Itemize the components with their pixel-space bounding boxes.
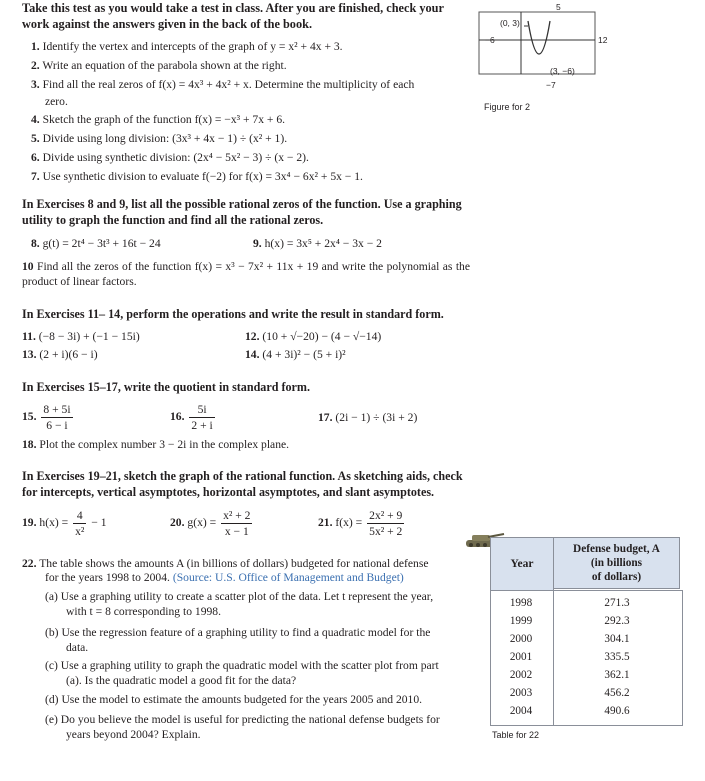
vertex-label: (0, 3): [500, 18, 520, 28]
exercise-22-part-d: (d) Use the model to estimate the amounts budgeted for the years 2005 and 2010.: [45, 693, 423, 706]
table-cell-budget: 292.3: [604, 615, 630, 627]
table-cell-budget: 362.1: [604, 669, 630, 681]
table-cell-budget: 456.2: [604, 687, 630, 699]
exercise-9: 9. h(x) = 3x⁵ + 2x⁴ − 3x − 2: [253, 237, 382, 250]
exercise-4: 4. Sketch the graph of the function f(x) = −x³ + 7x + 6.: [31, 113, 286, 126]
header-budget-line3: of dollars): [591, 571, 642, 583]
exercise-22-part-e: (e) Do you believe the model is useful for predicting the national defense budgets for: [45, 713, 440, 726]
table-caption: Table for 22: [492, 730, 540, 740]
table-cell-year: 2000: [509, 633, 533, 645]
exercise-8: 8. g(t) = 2t⁴ − 3t³ + 16t − 24: [31, 237, 161, 250]
table-cell-year: 2001: [509, 651, 533, 663]
exercise-22-part-b-cont: data.: [66, 641, 89, 654]
section-heading-19-21: In Exercises 19–21, sketch the graph of the rational function. As sketching aids, check for intercepts, vertical asymptotes, horizontal asymptotes, and slant asymptotes.: [22, 469, 463, 499]
exercise-12: 12. (10 + √−20) − (4 − √−14): [245, 330, 382, 343]
exercise-22-line1: 22. The table shows the amounts A (in billions of dollars) budgeted for national defense: [22, 557, 429, 570]
source-citation: (Source: U.S. Office of Management and Budget): [172, 571, 404, 584]
table-cell-year: 2002: [509, 669, 533, 681]
exercise-15: 15. $\frac{8 + 5i}{6 - i}$: [22, 403, 71, 432]
exercise-10: 10 Find all the zeros of the function f(x) = x³ − 7x² + 11x + 19 and write the polynomial as the product of linear factors.: [22, 260, 470, 288]
exercise-20: 20. g(x) = $\frac{\text{x² + 2}}{x - 1}$: [170, 509, 251, 538]
exercise-2: 2. Write an equation of the parabola shown at the right.: [31, 59, 287, 72]
parabola-curve: [528, 21, 550, 54]
exercise-22-part-e-cont: years beyond 2004? Explain.: [66, 728, 201, 741]
exercise-6: 6. Divide using synthetic division: (2x⁴ − 5x² − 3) ÷ (x − 2).: [31, 151, 309, 164]
header-budget: [553, 537, 680, 589]
exercise-21: 21. f(x) = $\frac{\text{2x² + 9}}{\text{5x² + 2}}$: [318, 509, 403, 538]
table-cell-year: 2003: [509, 687, 533, 699]
header-budget-line1: Defense budget, A: [573, 543, 660, 555]
exercise-3-cont: zero.: [45, 95, 68, 108]
exercise-22-line2: for the years 1998 to 2004. (Source: U.S. Office of Management and Budget): [45, 571, 404, 584]
exercise-22-part-c-cont: (a). Is the quadratic model a good fit for the data?: [66, 674, 297, 687]
exercise-22-part-a-cont: with t = 8 corresponding to 1998.: [66, 605, 221, 618]
exercise-1: 1. Identify the vertex and intercepts of the graph of y = x² + 4x + 3.: [31, 40, 343, 53]
table-cell-budget: 490.6: [604, 705, 630, 717]
exercise-14: 14. (4 + 3i)² − (5 + i)²: [245, 348, 346, 361]
tick-top: 5: [556, 2, 561, 12]
tick-left: −6: [485, 35, 495, 45]
point-label: (3, −6): [550, 66, 575, 76]
tick-bottom: −7: [546, 80, 556, 90]
table-cell-budget: 304.1: [604, 633, 630, 645]
exercise-22-part-b: (b) Use the regression feature of a graphing utility to find a quadratic model for the: [45, 626, 431, 639]
exercise-3: 3. Find all the real zeros of f(x) = 4x³ + 4x² + x. Determine the multiplicity of each: [31, 78, 415, 91]
exercise-13: 13. (2 + i)(6 − i): [22, 348, 98, 361]
table-cell-year: 2004: [509, 705, 533, 717]
table-cell-budget: 335.5: [604, 651, 630, 663]
table-cell-year: 1999: [509, 615, 533, 627]
exercise-11: 11. (−8 − 3i) + (−1 − 15i): [22, 330, 140, 343]
section-heading-8-9: In Exercises 8 and 9, list all the possible rational zeros of the function. Use a graphing utility to graph the function and find all the rational zeros.: [22, 197, 462, 227]
section-heading-15-17: In Exercises 15–17, write the quotient in standard form.: [22, 380, 311, 394]
exercise-16: 16. $\frac{5i}{2 + i}$: [170, 403, 213, 432]
table-cell-year: 1998: [509, 597, 533, 609]
parabola-graph: [476, 2, 606, 94]
graph-frame: [479, 12, 595, 74]
header-budget-line2: (in billions: [590, 557, 643, 569]
tick-right: 12: [598, 35, 608, 45]
exercise-22-part-a: (a) Use a graphing utility to create a scatter plot of the data. Let t represent the year,: [45, 590, 434, 603]
exercise-17: 17. (2i − 1) ÷ (3i + 2): [318, 411, 418, 424]
exercise-7: 7. Use synthetic division to evaluate f(−2) for f(x) = 3x⁴ − 6x² + 5x − 1.: [31, 170, 363, 183]
test-instructions: Take this test as you would take a test in class. After you are finished, check your work against the answers given in the back of the book.: [22, 1, 444, 31]
exercise-22-part-c: (c) Use a graphing utility to graph the quadratic model with the scatter plot from part: [45, 659, 439, 672]
header-year: Year: [490, 537, 554, 591]
exercise-19: 19. h(x) = $\frac{4}{\text{x²}}$ − 1: [22, 509, 107, 538]
figure-caption: Figure for 2: [484, 102, 531, 112]
exercise-18: 18. Plot the complex number 3 − 2i in the complex plane.: [22, 438, 290, 451]
section-heading-11-14: In Exercises 11– 14, perform the operations and write the result in standard form.: [22, 307, 444, 321]
table-cell-budget: 271.3: [604, 597, 630, 609]
exercise-5: 5. Divide using long division: (3x³ + 4x − 1) ÷ (x² + 1).: [31, 132, 288, 145]
